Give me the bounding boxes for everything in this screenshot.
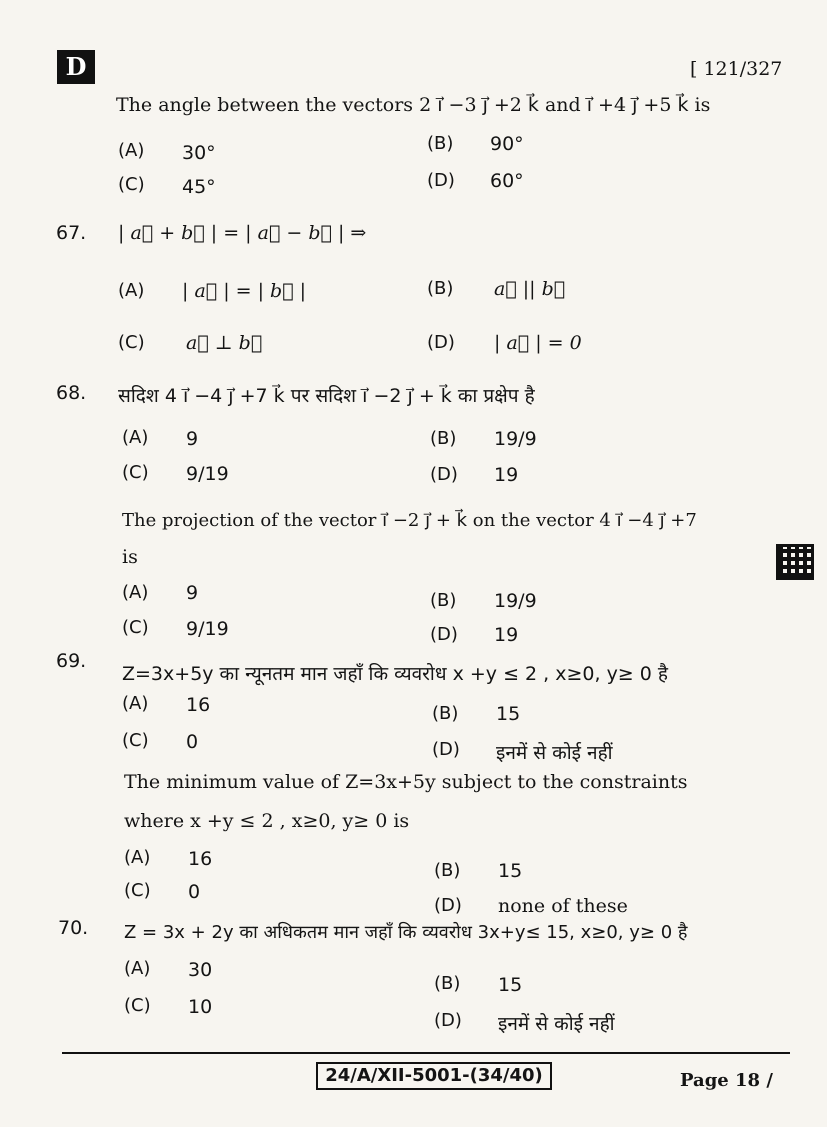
q68-option-c-label: (C)	[122, 462, 149, 483]
q70-option-d-label: (D)	[434, 1010, 462, 1031]
q67-option-c-text: a⃗ ⊥ b⃗	[186, 332, 263, 354]
q70-option-c-text: 10	[188, 996, 213, 1018]
q68-en-option-a-label: (A)	[122, 582, 149, 603]
q69-option-d-text: इनमें से कोई नहीं	[496, 742, 613, 764]
q67-option-d-label: (D)	[427, 332, 455, 353]
q69-option-c-text: 0	[186, 731, 199, 753]
q69-en-option-d-label: (D)	[434, 895, 462, 916]
q67-option-a-label: (A)	[118, 280, 145, 301]
footer-paper-code: 24/A/XII-5001-(34/40)	[316, 1062, 552, 1090]
q70-option-c-label: (C)	[124, 995, 151, 1016]
page-number: Page 18 /	[680, 1070, 773, 1091]
q70-option-d-text: इनमें से कोई नहीं	[498, 1013, 615, 1035]
q68-option-a-label: (A)	[122, 427, 149, 448]
question-68-stem-english: The projection of the vector i⃗ −2 j⃗ + k⃗ on the vector 4 i⃗ −4 j⃗ +7	[122, 510, 697, 531]
question-68-stem-hindi: सदिश 4 i⃗ −4 j⃗ +7 k⃗ पर सदिश i⃗ −2 j⃗ + k⃗ का प्रक्षेप है	[118, 385, 535, 407]
q68-en-option-b-text: 19/9	[494, 590, 537, 612]
q69-en-option-d-text: none of these	[498, 895, 628, 917]
q66-option-a-text: 30°	[182, 142, 216, 164]
question-67-number: 67.	[56, 222, 87, 244]
q69-option-d-label: (D)	[432, 739, 460, 760]
q68-option-d-text: 19	[494, 464, 519, 486]
q67-option-d-text: | a⃗ | = 0	[494, 332, 582, 354]
q66-option-b-text: 90°	[490, 133, 524, 155]
question-68-number: 68.	[56, 382, 87, 404]
q68-option-a-text: 9	[186, 428, 199, 450]
question-69-stem-english-line2: where x +y ≤ 2 , x≥0, y≥ 0 is	[124, 810, 410, 832]
q69-en-option-c-label: (C)	[124, 880, 151, 901]
q69-option-a-label: (A)	[122, 693, 149, 714]
q68-option-d-label: (D)	[430, 464, 458, 485]
q67-option-a-text: | a⃗ | = | b⃗ |	[182, 280, 307, 302]
q67-option-b-text: a⃗ || b⃗	[494, 278, 566, 300]
qr-code	[776, 544, 814, 580]
q68-option-b-text: 19/9	[494, 428, 537, 450]
question-67-stem: | a⃗ + b⃗ | = | a⃗ − b⃗ | ⇒	[118, 222, 367, 244]
question-68-stem-english-line2: is	[122, 546, 138, 568]
q68-en-option-c-text: 9/19	[186, 618, 229, 640]
question-69-stem-hindi: Z=3x+5y का न्यूनतम मान जहाँ कि व्यवरोध x +y ≤ 2 , x≥0, y≥ 0 है	[122, 663, 668, 685]
q68-en-option-d-label: (D)	[430, 624, 458, 645]
q66-option-d-label: (D)	[427, 170, 455, 191]
q70-option-a-text: 30	[188, 959, 213, 981]
q69-en-option-c-text: 0	[188, 881, 201, 903]
q68-en-option-b-label: (B)	[430, 590, 457, 611]
q66-option-d-text: 60°	[490, 170, 524, 192]
q69-option-b-label: (B)	[432, 703, 459, 724]
question-66-stem: The angle between the vectors 2 i⃗ −3 j⃗ +2 k⃗ and i⃗ +4 j⃗ +5 k⃗ is	[116, 94, 711, 116]
q69-option-b-text: 15	[496, 703, 521, 725]
question-70-number: 70.	[58, 917, 89, 939]
q66-option-c-text: 45°	[182, 176, 216, 198]
q68-en-option-a-text: 9	[186, 582, 199, 604]
q67-option-b-label: (B)	[427, 278, 454, 299]
q68-en-option-c-label: (C)	[122, 617, 149, 638]
q67-option-c-label: (C)	[118, 332, 145, 353]
q69-en-option-a-text: 16	[188, 848, 213, 870]
q69-option-a-text: 16	[186, 694, 211, 716]
q70-option-a-label: (A)	[124, 958, 151, 979]
q70-option-b-text: 15	[498, 974, 523, 996]
question-69-stem-english: The minimum value of Z=3x+5y subject to the constraints	[124, 771, 688, 793]
q69-en-option-a-label: (A)	[124, 847, 151, 868]
q69-option-c-label: (C)	[122, 730, 149, 751]
q68-option-b-label: (B)	[430, 428, 457, 449]
q68-option-c-text: 9/19	[186, 463, 229, 485]
question-70-stem: Z = 3x + 2y का अधिकतम मान जहाँ कि व्यवरोध 3x+y≤ 15, x≥0, y≥ 0 है	[124, 922, 688, 943]
q69-en-option-b-text: 15	[498, 860, 523, 882]
q69-en-option-b-label: (B)	[434, 860, 461, 881]
footer-divider	[62, 1052, 790, 1054]
q66-option-b-label: (B)	[427, 133, 454, 154]
q68-en-option-d-text: 19	[494, 624, 519, 646]
q66-option-a-label: (A)	[118, 140, 145, 161]
q66-option-c-label: (C)	[118, 174, 145, 195]
set-badge: D	[57, 50, 95, 84]
q70-option-b-label: (B)	[434, 973, 461, 994]
question-69-number: 69.	[56, 650, 87, 672]
paper-code: [ 121/327	[690, 58, 783, 80]
